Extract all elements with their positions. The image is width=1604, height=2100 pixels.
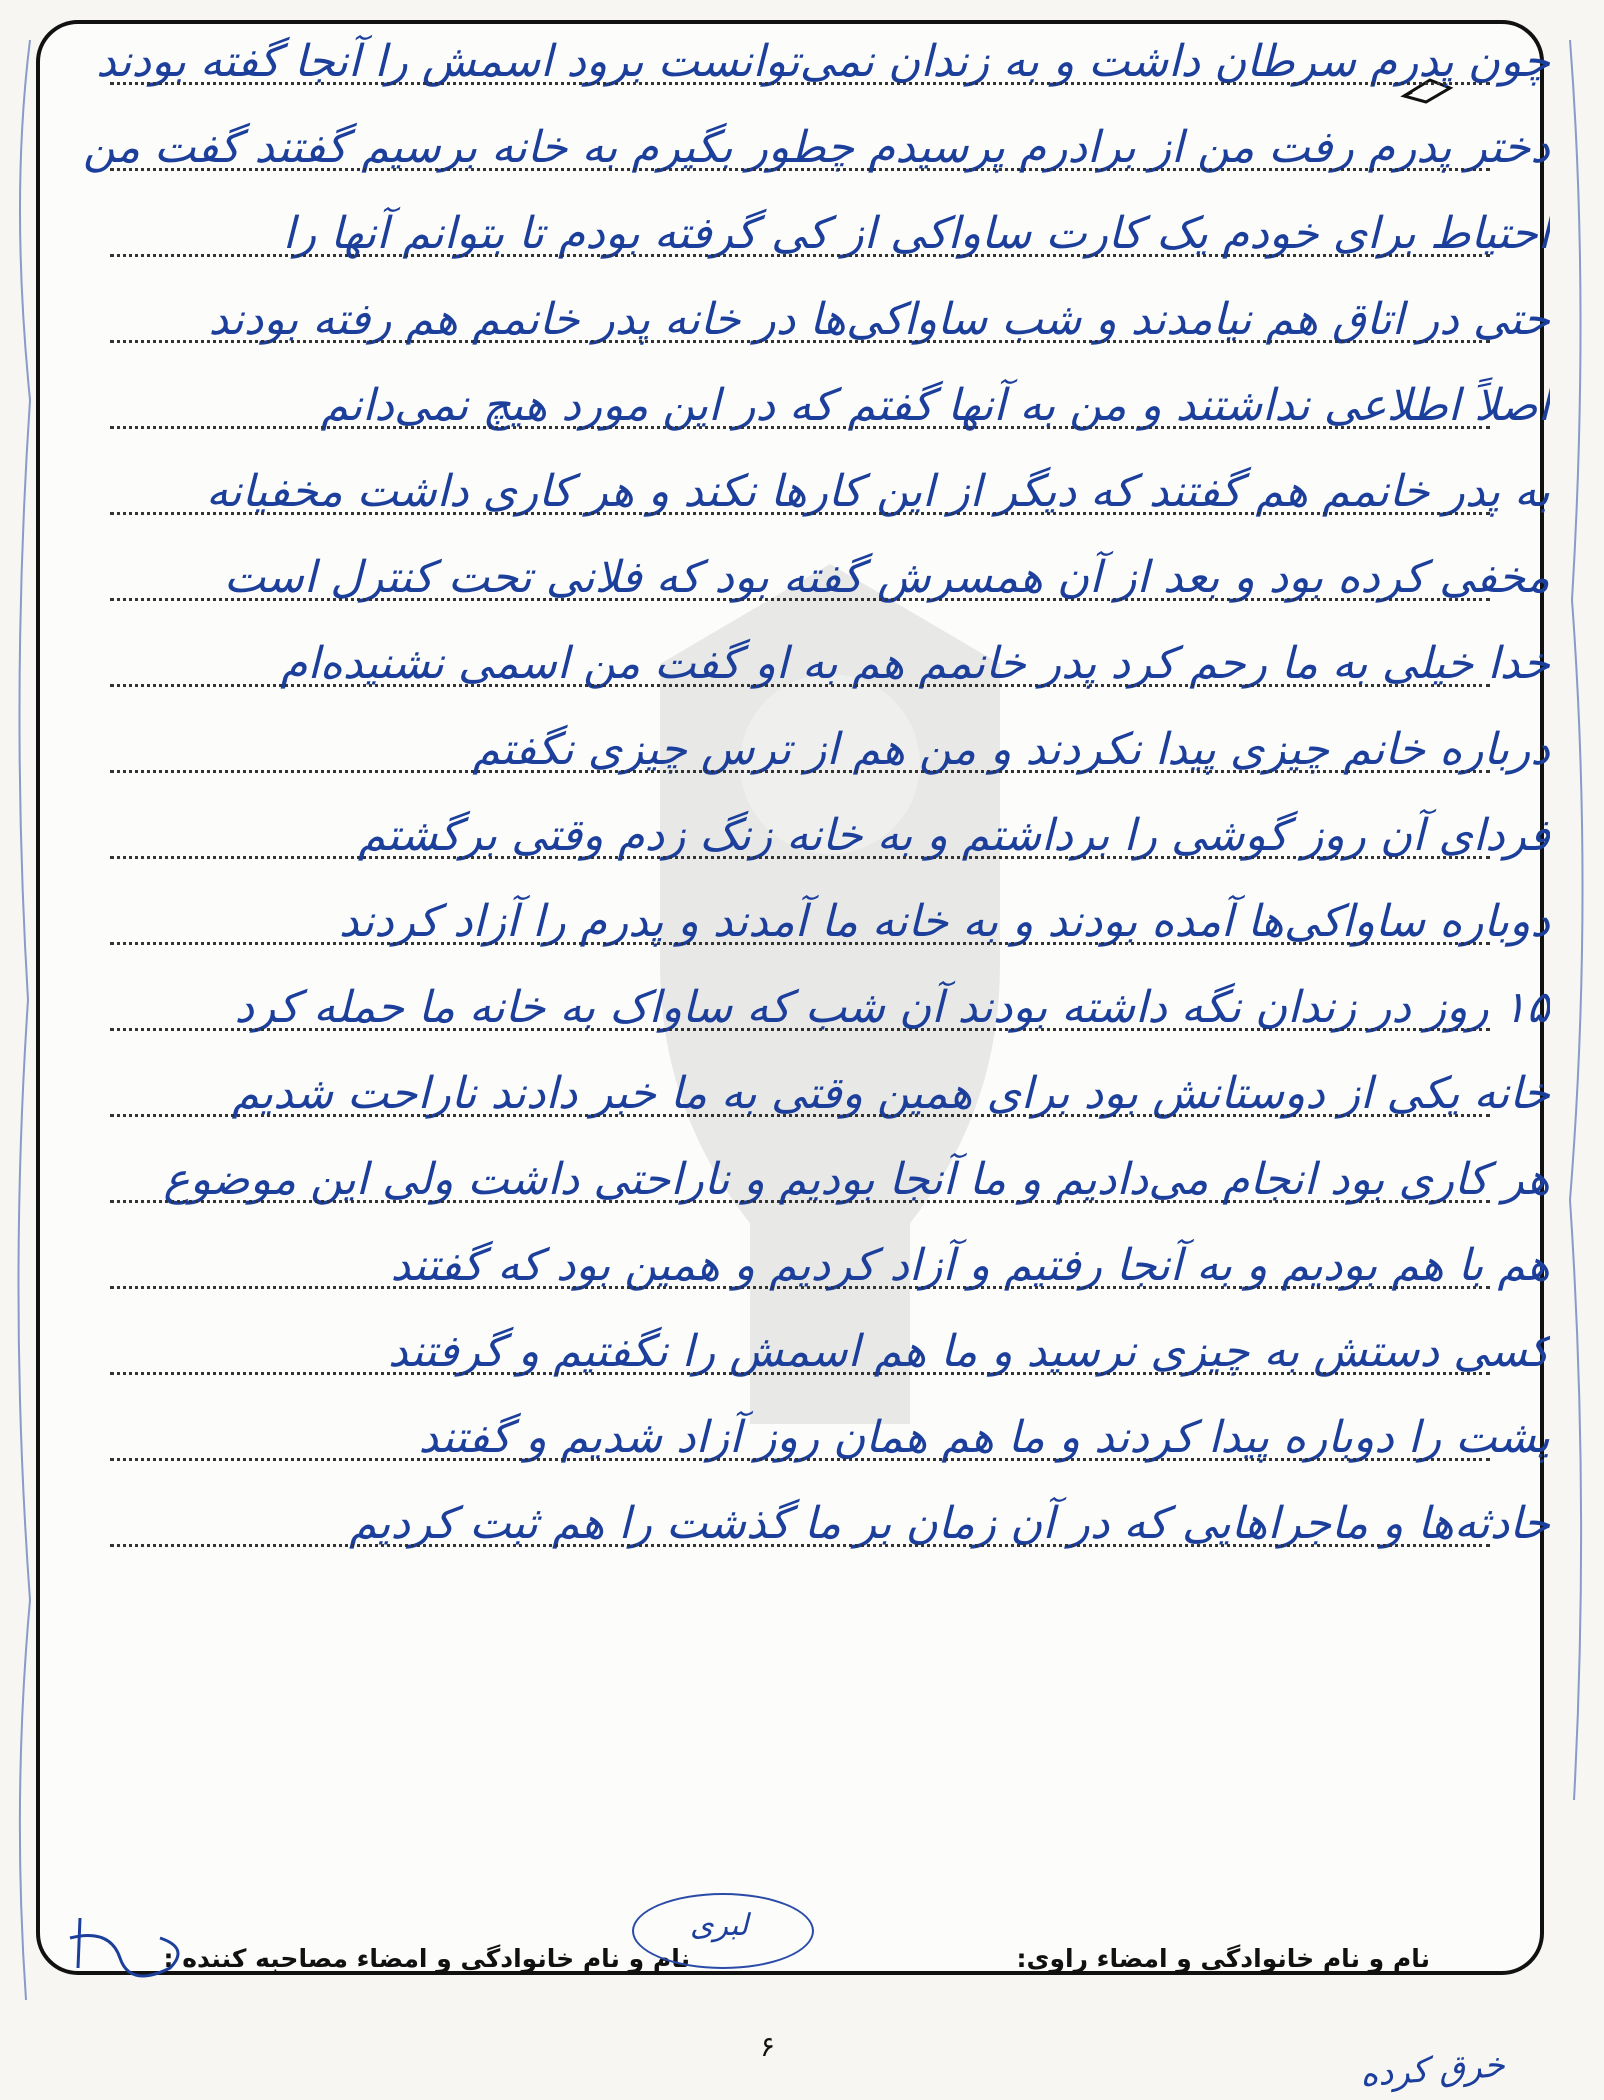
ruled-line	[110, 1372, 1490, 1375]
handwritten-line: پشت را دوباره پیدا کردند و ما هم همان روز آزاد شدیم و گفتند	[418, 1412, 1550, 1463]
handwritten-line: هر کاری بود انجام می‌دادیم و ما آنجا بودیم و ناراحتی داشت ولی این موضوع	[163, 1154, 1550, 1205]
handwritten-line: مخفی کرده بود و بعد از آن همسرش گفته بود که فلانی تحت کنترل است	[223, 552, 1550, 603]
handwritten-line: به پدر خانمم هم گفتند که دیگر از این کارها نکند و هر کاری داشت مخفیانه	[205, 466, 1550, 517]
handwritten-line: حتی در اتاق هم نیامدند و شب ساواکی‌ها در خانه پدر خانمم هم رفته بودند	[208, 294, 1550, 345]
ruled-line	[110, 684, 1490, 687]
narrator-signature	[60, 1908, 200, 1998]
handwritten-line: حادثه‌ها و ماجراهایی که در آن زمان بر ما گذشت را هم ثبت کردیم	[348, 1498, 1550, 1549]
handwritten-line: هم با هم بودیم و به آنجا رفتیم و آزاد کردیم و همین بود که گفتند	[390, 1240, 1550, 1291]
handwritten-line: دوباره ساواکی‌ها آمده بودند و به خانه ما آمدند و پدرم را آزاد کردند	[338, 896, 1550, 947]
ruled-line	[110, 942, 1490, 945]
ruled-line	[110, 1286, 1490, 1289]
ruled-line	[110, 856, 1490, 859]
ruled-line	[110, 770, 1490, 773]
handwritten-line: چون پدرم سرطان داشت و به زندان نمی‌توانست برود اسمش را آنجا گفته بودند	[96, 36, 1550, 87]
ruled-line	[110, 1458, 1490, 1461]
right-margin-scribble	[1560, 0, 1600, 2100]
ruled-line	[110, 168, 1490, 171]
narrator-signature-label: نام و نام خانوادگی و امضاء راوی:	[1016, 1944, 1430, 1973]
handwritten-line: خدا خیلی به ما رحم کرد پدر خانمم هم به او گفت من اسمی نشنیده‌ام	[280, 638, 1550, 689]
handwritten-line: اصلاً اطلاعی نداشتند و من به آنها گفتم که در این مورد هیچ نمی‌دانم	[320, 380, 1550, 431]
handwritten-line: احتیاط برای خودم یک کارت ساواکی از کی گرفته بودم تا بتوانم آنها را	[282, 208, 1550, 259]
ruled-line	[110, 1200, 1490, 1203]
interviewer-signature-label: نام و نام خانوادگی و امضاء مصاحبه کننده :	[163, 1944, 690, 1973]
interviewer-signature: لبری	[690, 1908, 749, 1943]
lines-container	[82, 24, 1550, 1924]
handwritten-line: خانه یکی از دوستانش بود برای همین وقتی به ما خبر دادند ناراحت شدیم	[231, 1068, 1550, 1119]
ruled-line	[110, 340, 1490, 343]
page-frame	[36, 20, 1550, 1975]
ruled-line	[110, 426, 1490, 429]
handwritten-line: دختر پدرم رفت من از برادرم پرسیدم چطور بگیرم به خانه برسیم گفتند گفت من	[82, 122, 1550, 173]
ruled-line	[110, 512, 1490, 515]
handwritten-line: کسی دستش به چیزی نرسید و ما هم اسمش را نگفتیم و گرفتند	[388, 1326, 1550, 1377]
ruled-line	[110, 82, 1490, 85]
handwritten-line: ۱۵ روز در زندان نگه داشته بودند آن شب که ساواک به خانه ما حمله کرد	[234, 982, 1550, 1033]
ruled-line	[110, 1114, 1490, 1117]
handwritten-line: درباره خانم چیزی پیدا نکردند و من هم از ترس چیزی نگفتم	[472, 724, 1550, 775]
ruled-line	[110, 254, 1490, 257]
ruled-line	[110, 1028, 1490, 1031]
page-number: ۶	[760, 2030, 776, 2063]
left-margin-scribble	[0, 0, 40, 2100]
handwritten-line: فردای آن روز گوشی را برداشتم و به خانه زنگ زدم وقتی برگشتم	[357, 810, 1550, 861]
corner-note: خرق کرده	[1358, 2044, 1507, 2096]
ruled-line	[110, 598, 1490, 601]
ruled-line	[110, 1544, 1490, 1547]
